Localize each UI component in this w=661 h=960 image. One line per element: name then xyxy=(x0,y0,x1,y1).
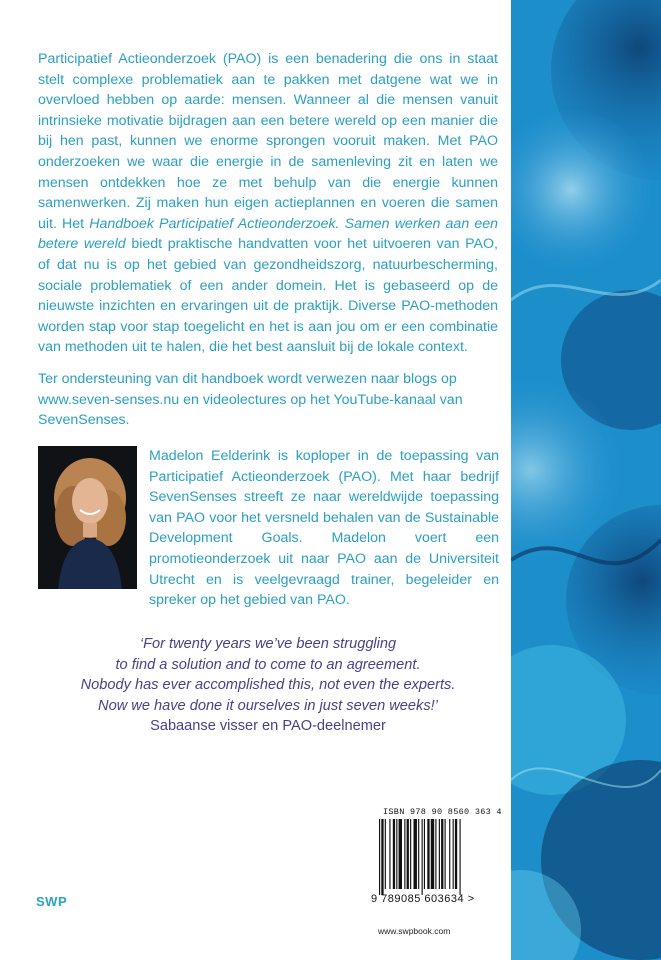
intro-text-part2: biedt praktische handvatten voor het uitvoeren van PAO, of dat nu is op het gebied van gezondheidszorg, natuurbescherming, sociale problematiek of een ander domein. Het is gebaseerd op de nieuwste inzichten en ervaringen uit de praktijk. Diverse PAO-methoden worden stap voor stap toegelicht en het is aan jou om er een combinatie van methoden uit te halen, die het best aansluit bij de lokale context. xyxy=(38,236,498,356)
author-bio: Madelon Eelderink is koploper in de toepassing van Participatief Actieonderzoek (PAO). Met haar bedrijf SevenSenses streeft ze naar wereldwijde toepassing van PAO voor het versneld behalen van de Sustainable Development Goals. Madelon voert een promotieonderzoek uit naar PAO aan de Universiteit Utrecht en is veelgevraagd trainer, begeleider en spreker op het gebied van PAO. xyxy=(149,448,499,609)
quote-line-4: Now we have done it ourselves in just seven weeks!’ xyxy=(98,697,438,714)
testimonial-quote xyxy=(38,634,498,737)
isbn-barcode xyxy=(371,807,502,915)
intro-paragraph xyxy=(38,49,498,358)
support-paragraph: Ter ondersteuning van dit handboek wordt verwezen naar blogs op www.seven-senses.nu en videolectures op het YouTube-kanaal van SevenSenses. xyxy=(38,371,463,429)
book-title: Handboek Participatief Actieonderzoek. Samen werken aan een betere wereld xyxy=(38,215,499,253)
quote-source: Sabaanse visser en PAO-deelnemer xyxy=(150,718,386,735)
quote-line-1: ‘For twenty years we’ve been struggling xyxy=(139,636,397,652)
decorative-side-artwork xyxy=(511,0,661,960)
quote-line-2: to find a solution and to come to an agreement. xyxy=(115,656,421,673)
barcode-digits: 9 789085 603634 > xyxy=(371,893,475,905)
abstract-circles-graphic xyxy=(511,0,661,960)
quote-line-3: Nobody has ever accomplished this, not even the experts. xyxy=(80,677,456,694)
publisher-logo: SWP xyxy=(36,894,68,909)
author-photo xyxy=(38,446,137,589)
isbn-label: ISBN 978 90 8560 363 4 xyxy=(383,807,502,817)
barcode-graphic xyxy=(379,819,495,895)
publisher-website: www.swpbook.com xyxy=(378,926,451,936)
intro-text-part1: Participatief Actieonderzoek (PAO) is een benadering die ons in staat stelt complexe problematiek aan te pakken met datgene wat we in overvloed hebben op aarde: mensen. Wanneer al die mensen vanuit intrinsieke motivatie bijdragen aan een betere wereld op een manier die bij hen past, kunnen we enorme sprongen vooruit maken. Met PAO onderzoeken we waar die energie in de samenleving zit en laten we mensen ontdekken hoe ze met behulp van die energie kunnen samenwerken. Zij maken hun eigen actieplannen en voeren die samen uit. Het xyxy=(38,51,498,232)
